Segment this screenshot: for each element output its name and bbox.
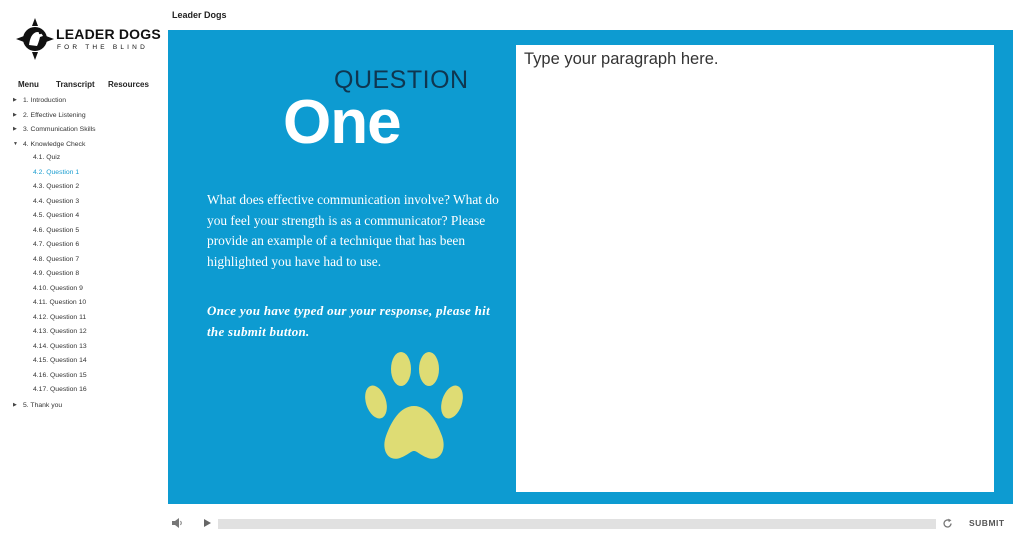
question-label: QUESTION [334,66,469,94]
volume-icon[interactable] [172,518,184,528]
menu-item-label: 4.4. Question 3 [33,197,80,205]
menu-item-label: 4.2. Question 1 [33,168,80,176]
menu-item-label: 1. Introduction [23,97,67,104]
menu-item[interactable] [13,269,158,284]
play-icon[interactable] [203,518,213,528]
course-title: Leader Dogs [172,10,227,20]
tab-resources[interactable]: Resources [108,80,149,89]
player-controls [168,512,1013,534]
menu-item[interactable] [13,95,158,110]
menu-item[interactable] [13,342,158,357]
slide-menu [13,95,158,414]
menu-item[interactable] [13,313,158,328]
menu-item[interactable] [13,327,158,342]
triangle-down-icon[interactable]: ▼ [13,140,18,147]
menu-item-label: 4.13. Question 12 [33,328,87,335]
answer-textarea[interactable] [516,45,994,492]
question-text: What does effective communication involve? What do you feel your strength is as a communicator? Please provide an example of a technique that has been highlighted you have had to use. [207,192,499,270]
seek-bar[interactable] [218,519,936,529]
menu-item-label: 4.14. Question 13 [33,342,87,350]
menu-item-label: 4.8. Question 7 [33,255,80,263]
submit-button[interactable]: SUBMIT [969,518,1005,528]
menu-item[interactable] [13,124,158,139]
menu-item[interactable] [13,153,158,168]
menu-item-label: 4.15. Question 14 [33,357,87,364]
menu-item[interactable] [13,255,158,270]
triangle-right-icon[interactable]: ▶ [13,97,17,103]
menu-item-label: 4.1. Quiz [33,154,61,161]
tab-menu[interactable]: Menu [18,80,39,89]
menu-item-label: 4.7. Question 6 [33,241,80,248]
logo [16,18,161,60]
question-number: One [283,88,401,157]
menu-item[interactable] [13,385,158,400]
menu-item-label: 4.16. Question 15 [33,371,87,379]
menu-item[interactable] [13,371,158,386]
triangle-right-icon[interactable]: ▶ [13,401,17,408]
menu-item-label: 4.9. Question 8 [33,270,80,277]
menu-item[interactable] [13,400,158,415]
logo-compass-icon [16,18,54,60]
menu-item[interactable] [13,110,158,125]
menu-item-label: 2. Effective Listening [23,111,86,119]
menu-item[interactable] [13,240,158,255]
menu-item[interactable] [13,284,158,299]
menu-item[interactable] [13,182,158,197]
menu-item-label: 4.5. Question 4 [33,212,80,219]
logo-text: LEADER DOGS [56,26,161,42]
menu-item-label: 4. Knowledge Check [23,140,86,148]
menu-item-label: 3. Communication Skills [23,126,96,133]
logo-subtext: FOR THE BLIND [57,44,148,51]
sidebar-tabs [18,80,149,89]
sidebar [0,0,160,546]
menu-item[interactable] [13,226,158,241]
tab-transcript[interactable]: Transcript [56,80,95,89]
replay-icon[interactable] [942,518,953,529]
triangle-right-icon[interactable]: ▶ [13,111,17,118]
triangle-right-icon[interactable]: ▶ [13,126,17,132]
menu-item-label: 4.6. Question 5 [33,226,80,234]
menu-item-label: 4.12. Question 11 [33,313,87,321]
menu-item[interactable] [13,298,158,313]
slide [168,30,1013,504]
menu-item[interactable] [13,168,158,183]
menu-item-label: 4.17. Question 16 [33,386,87,393]
menu-item[interactable] [13,139,158,154]
menu-item[interactable] [13,211,158,226]
question-instruction: Once you have typed our your response, please hit the submit button. [207,303,490,339]
menu-item[interactable] [13,197,158,212]
paw-print-icon [364,352,464,466]
menu-item-label: 4.11. Question 10 [33,299,87,306]
menu-item[interactable] [13,356,158,371]
menu-item-label: 4.10. Question 9 [33,284,83,292]
menu-item-label: 4.3. Question 2 [33,183,80,190]
menu-item-label: 5. Thank you [23,401,63,409]
